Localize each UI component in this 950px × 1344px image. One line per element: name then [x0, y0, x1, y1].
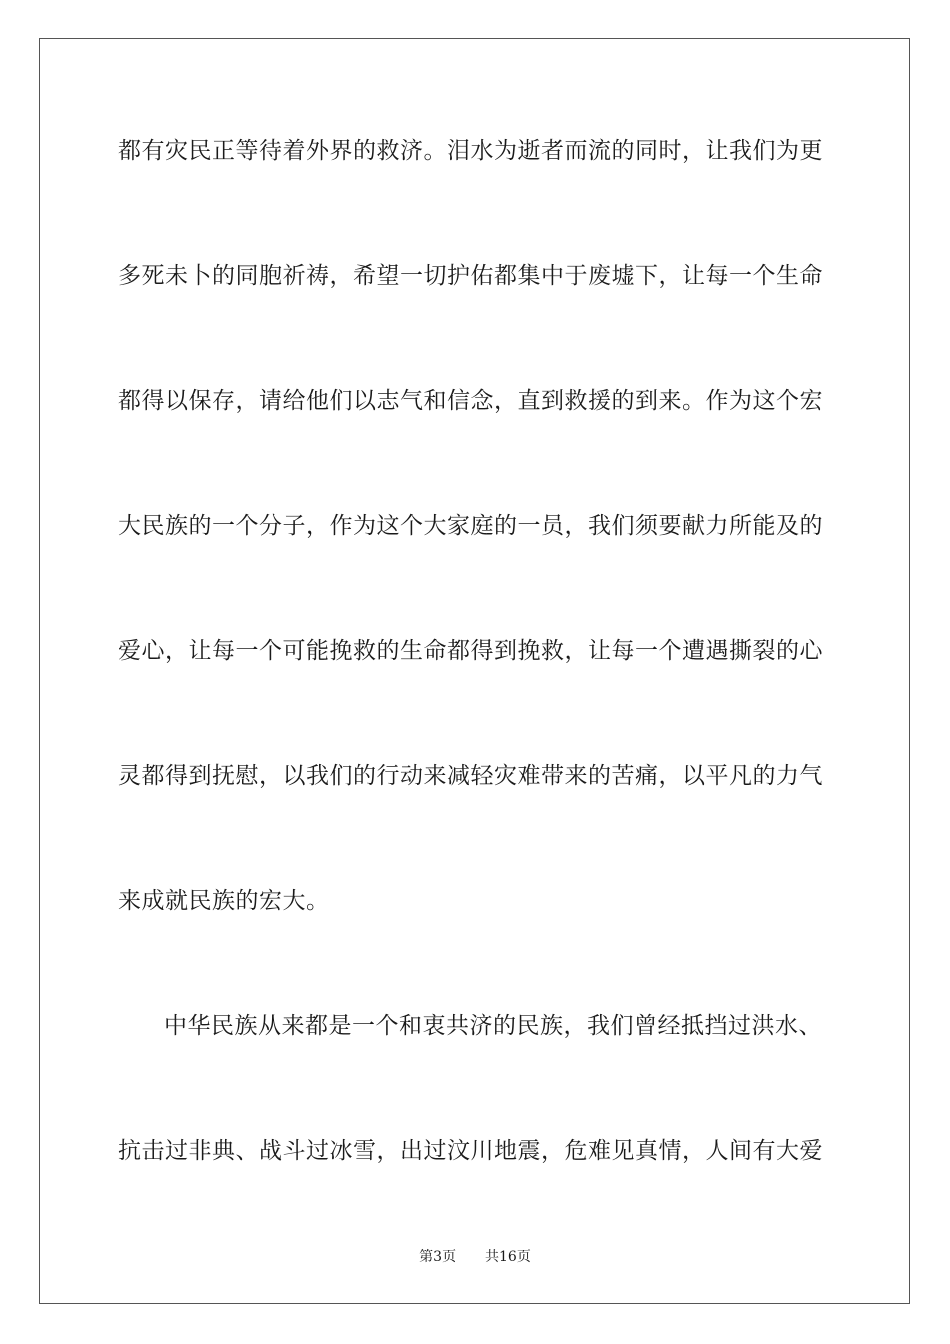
page-number: 第3页 — [419, 1249, 457, 1265]
text-line: 都有灾民正等待着外界的救济。泪水为逝者而流的同时，让我们为更 — [118, 138, 823, 164]
page-footer — [0, 1248, 950, 1266]
text-line: 来成就民族的宏大。 — [118, 888, 330, 914]
paragraph-first-line: 中华民族从来都是一个和衷共济的民族，我们曾经抵挡过洪水、 — [164, 1013, 822, 1039]
document-body — [118, 128, 832, 1253]
text-line: 多死未卜的同胞祈祷，希望一切护佑都集中于废墟下，让每一个生命 — [118, 263, 823, 289]
text-line: 大民族的一个分子，作为这个大家庭的一员，我们须要献力所能及的 — [118, 513, 823, 539]
text-line: 灵都得到抚慰，以我们的行动来减轻灾难带来的苦痛，以平凡的力气 — [118, 763, 823, 789]
text-line: 爱心，让每一个可能挽救的生命都得到挽救，让每一个遭遇撕裂的心 — [118, 638, 823, 664]
text-line: 抗击过非典、战斗过冰雪，出过汶川地震，危难见真情，人间有大爱 — [118, 1138, 823, 1164]
page-total: 共16页 — [485, 1249, 531, 1265]
text-line: 都得以保存，请给他们以志气和信念，直到救援的到来。作为这个宏 — [118, 388, 823, 414]
